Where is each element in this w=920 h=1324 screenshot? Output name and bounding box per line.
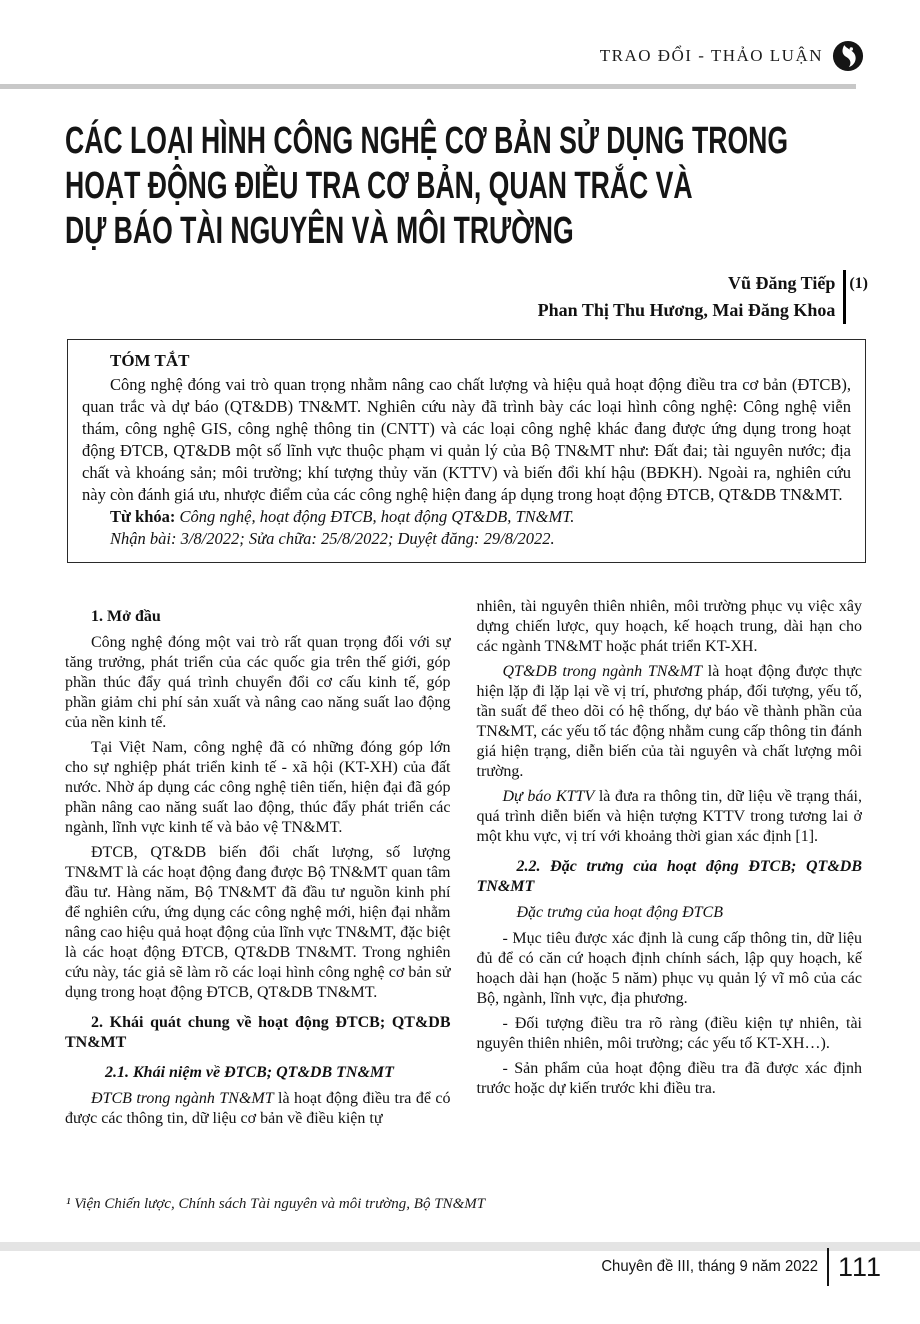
article-title-line: CÁC LOẠI HÌNH CÔNG NGHỆ CƠ BẢN SỬ DỤNG TRONG	[65, 120, 789, 162]
abstract-keywords	[82, 506, 851, 528]
article-title-line: DỰ BÁO TÀI NGUYÊN VÀ MÔI TRƯỜNG	[65, 210, 574, 252]
paragraph	[477, 662, 863, 782]
page-footer	[585, 1248, 882, 1286]
paragraph-lead: QT&DB trong ngành TN&MT	[502, 663, 703, 680]
subsubsection-heading: Đặc trưng của hoạt động ĐTCB	[516, 904, 723, 921]
page-number-divider	[827, 1248, 829, 1286]
paragraph: - Sản phẩm của hoạt động điều tra đã được xác định trước hoặc dự kiến trước khi điều tra.	[476, 1060, 862, 1097]
body-columns	[65, 597, 862, 1145]
paragraph-lead: ĐTCB trong ngành TN&MT	[91, 1090, 274, 1107]
journal-logo-icon	[832, 40, 864, 72]
paragraph: - Đối tượng điều tra rõ ràng (điều kiện tự nhiên, tài nguyên thiên nhiên, môi trường; các yếu tố KT-XH…).	[476, 1015, 862, 1052]
body-column-right	[477, 597, 863, 1145]
paragraph-lead: Dự báo KTTV	[502, 788, 595, 805]
keywords-text: Công nghệ, hoạt động ĐTCB, hoạt động QT&DB, TN&MT.	[175, 507, 575, 526]
subsection-heading: 2.2. Đặc trưng của hoạt động ĐTCB; QT&DB TN&MT	[476, 858, 862, 895]
abstract-box	[67, 339, 866, 563]
author-line-1: Vũ Đăng Tiếp	[727, 273, 836, 293]
abstract-heading: TÓM TẮT	[110, 351, 190, 370]
issue-label: Chuyên đề III, tháng 9 năm 2022	[601, 1258, 818, 1275]
author-line-2: Phan Thị Thu Hương, Mai Đăng Khoa	[537, 300, 836, 320]
paragraph: Tại Việt Nam, công nghệ đã có những đóng góp lớn cho sự nghiệp phát triển kinh tế - xã hội (KT-XH) của đất nước. Nhờ áp dụng các công nghệ tiên tiến, hiện đại đã góp phần nâng cao năng suất lao động, thúc đẩy phát triển các ngành, lĩnh vực kinh tế và bảo vệ TN&MT.	[65, 739, 451, 836]
section-heading: 1. Mở đầu	[91, 608, 161, 625]
paragraph: ĐTCB, QT&DB biến đổi chất lượng, số lượng TN&MT là các hoạt động đang được Bộ TN&MT quan tâm đầu tư. Hàng năm, Bộ TN&MT đã đầu tư nguồn kinh phí để nghiên cứu, ứng dụng các công nghệ mới, hiện đại nhằm nâng cao hiệu quả hoạt động của lĩnh vực TN&MT, đặc biệt là các hoạt động ĐTCB, QT&DB TN&MT. Trong nghiên cứu này, tác giả sẽ làm rõ các loại hình công nghệ cơ bản sử dụng trong hoạt động ĐTCB, QT&DB TN&MT.	[65, 844, 451, 1001]
section-label: TRAO ĐỔI - THẢO LUẬN	[599, 46, 823, 65]
section-heading: 2. Khái quát chung về hoạt động ĐTCB; QT&DB TN&MT	[65, 1014, 451, 1051]
page-number: 111	[837, 1251, 882, 1282]
article-title	[65, 119, 920, 254]
authors-block	[0, 270, 868, 324]
header-row	[0, 0, 920, 84]
page-header	[0, 0, 920, 89]
paragraph-continuation: nhiên, tài nguyên thiên nhiên, môi trường phục vụ việc xây dựng chiến lược, quy hoạch, kế hoạch trung, dài hạn cho các ngành TN&MT hoặc phát triển KT-XH.	[476, 598, 862, 655]
paragraph: - Mục tiêu được xác định là cung cấp thông tin, dữ liệu đủ để có căn cứ hoạch định chính sách, lập quy hoạch, kế hoạch dài hạn (hoặc 5 năm) phục vụ quản lý vĩ mô của các Bộ, ngành, lĩnh vực, địa phương.	[476, 930, 862, 1007]
article-title-line: HOẠT ĐỘNG ĐIỀU TRA CƠ BẢN, QUAN TRẮC VÀ	[65, 165, 693, 207]
body-column-left	[65, 597, 451, 1145]
paragraph-text: là hoạt động điều tra để có được các thông tin, dữ liệu cơ bản về điều kiện tự	[65, 1090, 451, 1127]
paragraph: Công nghệ đóng một vai trò rất quan trọng đối với sự tăng trưởng, phát triển của các quốc gia trên thế giới, góp phần thúc đẩy quá trình chuyển đổi cơ cấu kinh tế, góp phần giảm chi phí sản xuất và nâng cao năng suất lao động của nền kinh tế.	[65, 634, 451, 731]
authors-vertical-rule	[843, 270, 846, 324]
paragraph	[65, 1089, 451, 1129]
abstract-body: Công nghệ đóng vai trò quan trọng nhằm nâng cao chất lượng và hiệu quả hoạt động điều tra cơ bản (ĐTCB), quan trắc và dự báo (QT&DB) TN&MT. Nghiên cứu này đã trình bày các loại hình công nghệ: Công nghệ viễn thám, công nghệ GIS, công nghệ thông tin (CNTT) và các loại công nghệ khác đang được ứng dụng trong hoạt động ĐTCB, QT&DB một số lĩnh vực thuộc phạm vi quản lý của Bộ TN&MT như: Đất đai; tài nguyên nước; địa chất và khoáng sản; môi trường; khí tượng thủy văn (KTTV) và biến đổi khí hậu (BĐKH). Ngoài ra, nghiên cứu này còn đánh giá ưu, nhược điểm của các công nghệ hiện đang áp dụng trong hoạt động ĐTCB, QT&DB TN&MT.	[82, 375, 851, 504]
paragraph	[477, 787, 863, 847]
affiliation-marker: (1)	[849, 275, 868, 292]
footnote: ¹ Viện Chiến lược, Chính sách Tài nguyên và môi trường, Bộ TN&MT	[66, 1196, 486, 1212]
keywords-label: Từ khóa:	[110, 507, 176, 526]
subsection-heading: 2.1. Khái niệm về ĐTCB; QT&DB TN&MT	[105, 1064, 394, 1081]
paragraph-text: là hoạt động được thực hiện lặp đi lặp lại về vị trí, phương pháp, đối tượng, yếu tố, tần suất để theo dõi có hệ thống, dự báo về thành phần của TN&MT, các yếu tố tác động nhằm cung cấp thông tin đánh giá hiện trạng, diễn biến của tài nguyên và chất lượng môi trường.	[476, 663, 862, 780]
paragraph-text: là đưa ra thông tin, dữ liệu về trạng thái, quá trình diễn biến và hiện tượng KTTV trong tương lai ở một khu vực, vị trí với khoảng thời gian xác định [1].	[476, 788, 862, 845]
header-rule	[0, 84, 856, 89]
submission-dates: Nhận bài: 3/8/2022; Sửa chữa: 25/8/2022; Duyệt đăng: 29/8/2022.	[110, 529, 555, 548]
author-names	[538, 270, 836, 324]
